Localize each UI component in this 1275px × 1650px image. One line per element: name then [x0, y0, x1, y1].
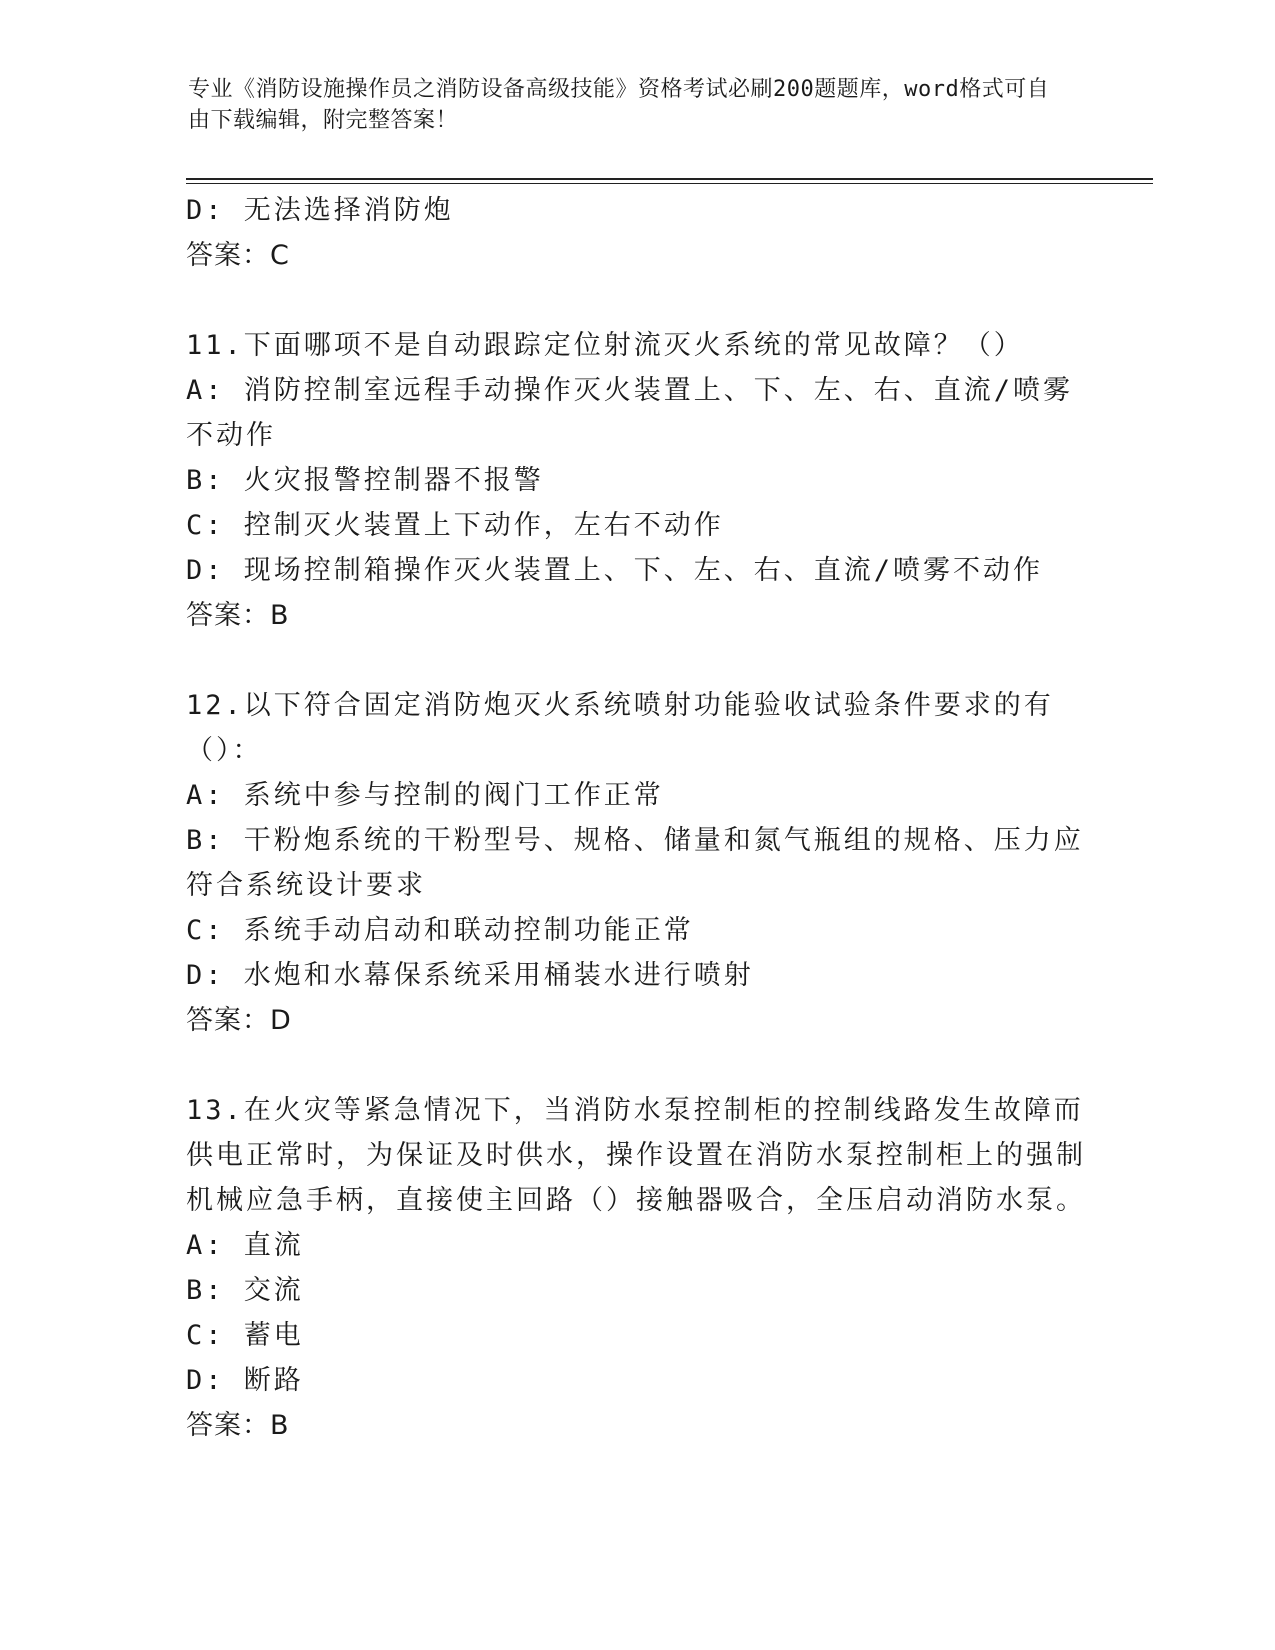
document-header: 专业《消防设施操作员之消防设备高级技能》资格考试必刷200题题库，word格式可自由下载编辑，附完整答案！ — [188, 77, 1050, 133]
q13-stem: 13.在火灾等紧急情况下，当消防水泵控制柜的控制线路发生故障而供电正常时，为保证及时供水，操作设置在消防水泵控制柜上的强制机械应急手柄，直接使主回路（）接触器吸合，全压启动消防水泵。 — [186, 1095, 1086, 1216]
q11-option-d: D: 现场控制箱操作灭火装置上、下、左、右、直流/喷雾不动作 — [186, 555, 1044, 586]
q12-option-d: D: 水炮和水幕保系统采用桶装水进行喷射 — [186, 960, 754, 991]
q11-answer: 答案：B — [186, 600, 290, 631]
q12-option-a: A: 系统中参与控制的阀门工作正常 — [186, 780, 664, 811]
spacer — [186, 638, 1086, 683]
q10-option-d: D: 无法选择消防炮 — [186, 195, 454, 226]
q12-stem: 12.以下符合固定消防炮灭火系统喷射功能验收试验条件要求的有（）： — [186, 690, 1054, 766]
header-rule-thick — [186, 178, 1153, 180]
q12-answer: 答案：D — [186, 1005, 292, 1036]
q11-stem: 11.下面哪项不是自动跟踪定位射流灭火系统的常见故障？（） — [186, 330, 1024, 361]
q11-option-a: A: 消防控制室远程手动操作灭火装置上、下、左、右、直流/喷雾不动作 — [186, 375, 1074, 451]
q10-answer: 答案：C — [186, 240, 290, 271]
q13-option-d: D: 断路 — [186, 1365, 304, 1396]
q12-option-b: B: 干粉炮系统的干粉型号、规格、储量和氮气瓶组的规格、压力应符合系统设计要求 — [186, 825, 1084, 901]
header-rule-thin — [186, 183, 1153, 184]
q13-option-b: B: 交流 — [186, 1275, 304, 1306]
q13-answer: 答案：B — [186, 1410, 290, 1441]
q13-option-a: A: 直流 — [186, 1230, 304, 1261]
q11-option-b: B: 火灾报警控制器不报警 — [186, 465, 544, 496]
q13-option-c: C: 蓄电 — [186, 1320, 304, 1351]
spacer — [186, 278, 1086, 323]
q11-option-c: C: 控制灭火装置上下动作，左右不动作 — [186, 510, 724, 541]
q12-option-c: C: 系统手动启动和联动控制功能正常 — [186, 915, 694, 946]
question-list — [186, 188, 1086, 1448]
spacer — [186, 1043, 1086, 1088]
